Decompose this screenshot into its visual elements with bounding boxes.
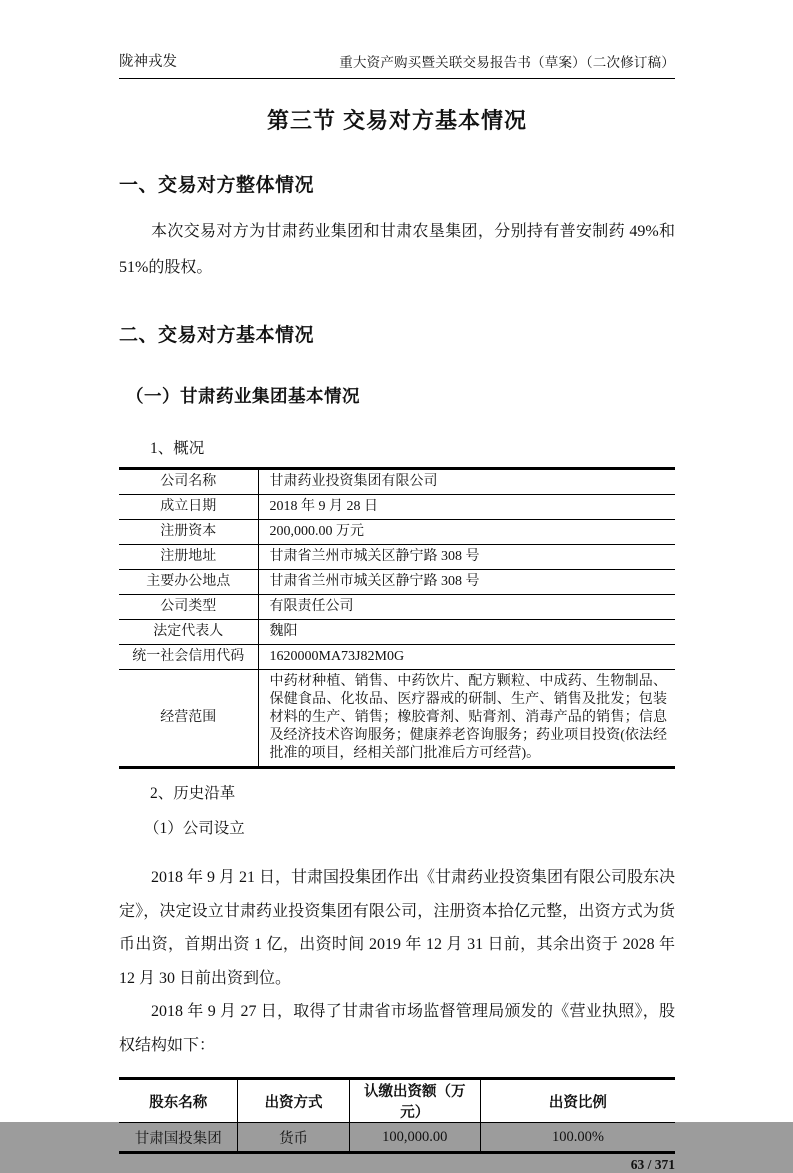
overview-heading: 1、概况 [150,440,205,457]
table-row [119,1123,675,1153]
company-info-table [119,467,675,769]
header-document-title: 重大资产购买暨关联交易报告书（草案）（二次修订稿） [339,55,675,70]
establish-heading: （1）公司设立 [144,820,245,837]
section-2-heading: 二、交易对方基本情况 [119,325,315,346]
field-label: 成立日期 [119,495,258,520]
cell-amount: 100,000.00 [349,1123,480,1153]
column-header-amount: 认缴出资额（万元） [349,1079,480,1123]
field-value: 中药材种植、销售、中药饮片、配方颗粒、中成药、生物制品、保健食品、化妆品、医疗器戒的研制、生产、销售及批发；包装材料的生产、销售；橡胶膏剂、贴膏剂、消毒产品的销售；信息及经济技术咨询服务；健康养老咨询服务；药业项目投资(依法经批准的项目，经相关部门批准后方可经营)。 [269,674,667,761]
table-row [119,620,675,645]
section-1-paragraph: 本次交易对方为甘肃药业集团和甘肃农垦集团，分别持有普安制药 49%和51%的股权。 [119,223,675,276]
table-row [119,545,675,570]
field-label: 公司类型 [119,595,258,620]
page-title: 第三节 交易对方基本情况 [266,108,528,133]
establish-paragraph: 2018 年 9 月 21 日，甘肃国投集团作出《甘肃药业投资集团有限公司股东决定》，决定设立甘肃药业投资集团有限公司，注册资本拾亿元整，出资方式为货币出资，首期出资 1 亿，出资时间 2019 年 12 月 31 日前，其余出资于 2028 年 12 月 30 日前出资到位。 [119,869,676,987]
section-1-heading: 一、交易对方整体情况 [119,175,315,196]
table-row [119,495,675,520]
cell-method: 货币 [238,1123,349,1153]
history-heading: 2、历史沿革 [150,785,236,802]
field-label: 注册地址 [119,545,258,570]
table-row [119,520,675,545]
field-label: 经营范围 [119,670,258,768]
field-value: 甘肃省兰州市城关区静宁路 308 号 [258,570,675,595]
page-header [119,50,675,79]
table-row [119,670,675,768]
field-label: 法定代表人 [119,620,258,645]
field-value: 1620000MA73J82M0G [258,645,675,670]
table-row [119,469,675,495]
field-value: 2018 年 9 月 28 日 [258,495,675,520]
table-row [119,645,675,670]
cell-shareholder: 甘肃国投集团 [119,1123,238,1153]
column-header-method: 出资方式 [238,1079,349,1123]
column-header-ratio: 出资比例 [480,1079,675,1123]
field-value: 200,000.00 万元 [258,520,675,545]
field-value: 魏阳 [258,620,675,645]
header-company-name: 陇神戎发 [119,54,177,70]
field-label: 注册资本 [119,520,258,545]
field-label: 主要办公地点 [119,570,258,595]
field-value: 甘肃省兰州市城关区静宁路 308 号 [258,545,675,570]
subsection-heading: （一）甘肃药业集团基本情况 [126,386,360,406]
table-row [119,570,675,595]
field-label: 统一社会信用代码 [119,645,258,670]
shareholder-table [119,1077,675,1154]
license-paragraph: 2018 年 9 月 27 日，取得了甘肃省市场监督管理局颁发的《营业执照》，股权结构如下： [119,1003,675,1054]
field-value: 有限责任公司 [258,595,675,620]
table-row [119,595,675,620]
cell-ratio: 100.00% [551,1128,604,1145]
field-value: 甘肃药业投资集团有限公司 [258,469,675,495]
page-number: 63 / 371 [630,1157,675,1172]
table-header-row [119,1079,675,1123]
column-header-shareholder: 股东名称 [119,1079,238,1123]
field-label: 公司名称 [119,469,258,495]
